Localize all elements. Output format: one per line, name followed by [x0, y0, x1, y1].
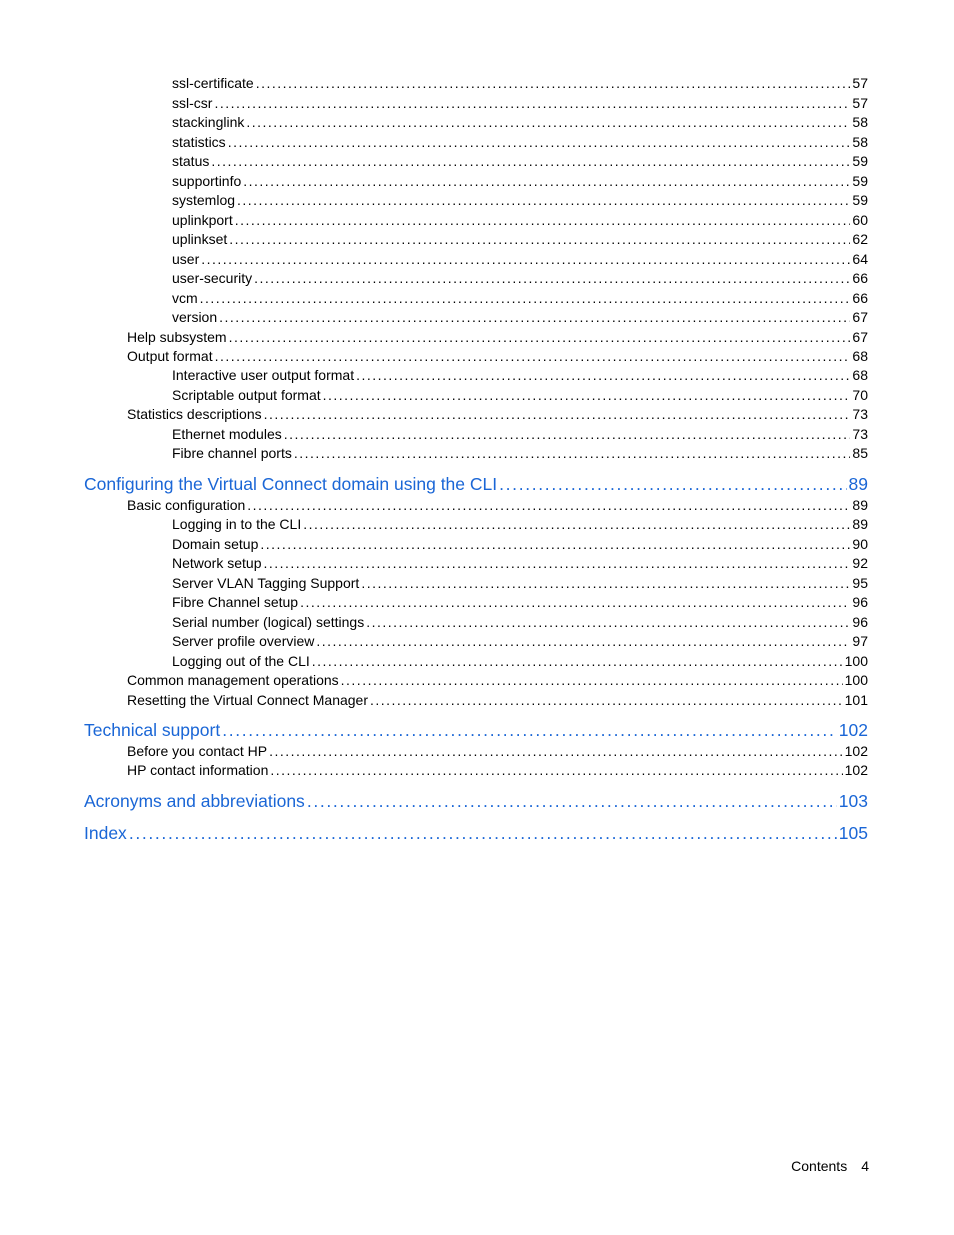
leader-dots: [260, 536, 850, 552]
leader-dots: [356, 367, 850, 383]
toc-entry[interactable]: [172, 653, 868, 673]
leader-dots: [341, 672, 843, 688]
toc-entry-page: 57: [852, 95, 868, 111]
toc-entry-page: 96: [852, 594, 868, 610]
toc-entry-page: 67: [852, 329, 868, 345]
toc-entry-label: Logging out of the CLI: [172, 653, 310, 669]
toc-entry-label: Interactive user output format: [172, 367, 355, 383]
footer-section-label: Contents: [791, 1158, 848, 1174]
toc-entry[interactable]: [172, 445, 868, 465]
toc-entry[interactable]: [127, 497, 868, 517]
toc-entry-label: Help subsystem: [127, 329, 227, 345]
toc-entry[interactable]: [172, 251, 868, 271]
toc-entry-label: Domain setup: [172, 536, 259, 552]
footer-page-number: 4: [861, 1158, 869, 1174]
toc-entry[interactable]: [172, 516, 868, 536]
toc-entry-page: 90: [852, 536, 868, 552]
leader-dots: [316, 633, 850, 649]
toc-entry-label: Server VLAN Tagging Support: [172, 575, 360, 591]
toc-entry-label: uplinkset: [172, 231, 228, 247]
leader-dots: [228, 134, 851, 150]
toc-entry-page: 101: [844, 692, 868, 708]
toc-entry-page: 64: [852, 251, 868, 267]
toc-entry-label: status: [172, 153, 210, 169]
toc-entry-label: Output format: [127, 348, 213, 364]
toc-entry[interactable]: [172, 614, 868, 634]
toc-chapter-label: Index: [84, 823, 127, 843]
leader-dots: [200, 290, 851, 306]
toc-entry-page: 89: [852, 516, 868, 532]
leader-dots: [219, 309, 850, 325]
toc-entry-label: vcm: [172, 290, 198, 306]
toc-chapter-label: Technical support: [84, 720, 221, 740]
toc-entry[interactable]: [172, 75, 868, 95]
leader-dots: [263, 555, 850, 571]
toc-entry-page: 102: [844, 762, 868, 778]
toc-entry[interactable]: [172, 367, 868, 387]
leader-dots: [246, 114, 850, 130]
toc-entry-label: Resetting the Virtual Connect Manager: [127, 692, 368, 708]
toc-entry[interactable]: [127, 762, 868, 782]
toc-entry[interactable]: [172, 555, 868, 575]
toc-chapter-page: 89: [848, 474, 868, 494]
toc-chapter-label: Configuring the Virtual Connect domain using the CLI: [84, 474, 498, 494]
toc-entry[interactable]: [172, 114, 868, 134]
leader-dots: [307, 791, 837, 812]
toc-entry[interactable]: [127, 406, 868, 426]
toc-entry[interactable]: [172, 575, 868, 595]
leader-dots: [214, 95, 850, 111]
leader-dots: [284, 426, 851, 442]
toc-entry-page: 60: [852, 212, 868, 228]
toc-entry-label: HP contact information: [127, 762, 269, 778]
toc-entry[interactable]: [172, 153, 868, 173]
leader-dots: [300, 594, 850, 610]
toc-entry-page: 92: [852, 555, 868, 571]
toc-chapter-page: 105: [838, 823, 868, 843]
leader-dots: [323, 387, 851, 403]
leader-dots: [294, 445, 851, 461]
leader-dots: [366, 614, 850, 630]
toc-entry[interactable]: [172, 212, 868, 232]
toc-entry-page: 73: [852, 426, 868, 442]
toc-entry[interactable]: [172, 426, 868, 446]
leader-dots: [129, 823, 837, 844]
toc-entry[interactable]: [127, 692, 868, 712]
leader-dots: [215, 348, 851, 364]
toc-entry[interactable]: [172, 290, 868, 310]
toc-entry-page: 58: [852, 134, 868, 150]
toc-entry-label: Statistics descriptions: [127, 406, 262, 422]
toc-entry[interactable]: [172, 192, 868, 212]
toc-entry-page: 85: [852, 445, 868, 461]
toc-entry-page: 57: [852, 75, 868, 91]
toc-entry-label: Fibre channel ports: [172, 445, 292, 461]
leader-dots: [499, 474, 846, 495]
leader-dots: [312, 653, 843, 669]
toc-entry[interactable]: [172, 387, 868, 407]
toc-entry-label: Network setup: [172, 555, 262, 571]
toc-entry[interactable]: [127, 672, 868, 692]
toc-chapter[interactable]: [84, 823, 868, 847]
toc-entry-page: 59: [852, 192, 868, 208]
toc-entry[interactable]: [172, 270, 868, 290]
leader-dots: [229, 329, 851, 345]
leader-dots: [270, 762, 842, 778]
toc-entry-page: 70: [852, 387, 868, 403]
toc-entry-label: Server profile overview: [172, 633, 315, 649]
leader-dots: [222, 720, 837, 741]
leader-dots: [201, 251, 850, 267]
toc-entry-page: 89: [852, 497, 868, 513]
toc-chapter-page: 103: [838, 791, 868, 811]
toc-entry-page: 68: [852, 367, 868, 383]
toc-entry-page: 102: [844, 743, 868, 759]
toc-entry[interactable]: [172, 536, 868, 556]
toc-entry-label: statistics: [172, 134, 226, 150]
leader-dots: [370, 692, 843, 708]
toc-entry-label: supportinfo: [172, 173, 242, 189]
toc-entry[interactable]: [172, 309, 868, 329]
toc-entry-label: user-security: [172, 270, 253, 286]
toc-entry[interactable]: [172, 633, 868, 653]
toc-entry-label: Fibre Channel setup: [172, 594, 299, 610]
toc-entry-page: 73: [852, 406, 868, 422]
toc-entry-label: uplinkport: [172, 212, 233, 228]
toc-chapter[interactable]: [84, 791, 868, 815]
toc-entry[interactable]: [172, 231, 868, 251]
leader-dots: [243, 173, 850, 189]
toc-entry-page: 62: [852, 231, 868, 247]
toc-entry-label: user: [172, 251, 200, 267]
toc-chapter-page: 102: [838, 720, 868, 740]
leader-dots: [269, 743, 843, 759]
toc-entry[interactable]: [127, 743, 868, 763]
leader-dots: [303, 516, 850, 532]
leader-dots: [361, 575, 850, 591]
toc-entry-label: Before you contact HP: [127, 743, 268, 759]
toc-entry-label: Serial number (logical) settings: [172, 614, 365, 630]
leader-dots: [256, 75, 851, 91]
toc-entry-page: 58: [852, 114, 868, 130]
toc-entry-page: 59: [852, 153, 868, 169]
toc-entry-page: 100: [844, 672, 868, 688]
toc-entry-label: ssl-certificate: [172, 75, 254, 91]
toc-entry-page: 100: [844, 653, 868, 669]
toc-entry-label: ssl-csr: [172, 95, 213, 111]
toc-entry-label: stackinglink: [172, 114, 245, 130]
toc-entry-label: version: [172, 309, 218, 325]
toc-entry-label: Common management operations: [127, 672, 339, 688]
toc-entry-page: 97: [852, 633, 868, 649]
toc-entry-page: 66: [852, 290, 868, 306]
toc-entry[interactable]: [172, 173, 868, 193]
toc-entry[interactable]: [127, 348, 868, 368]
toc-entry[interactable]: [172, 594, 868, 614]
leader-dots: [229, 231, 850, 247]
toc-entry-label: Scriptable output format: [172, 387, 321, 403]
toc-entry[interactable]: [172, 134, 868, 154]
toc-entry-page: 67: [852, 309, 868, 325]
toc-entry-label: Logging in to the CLI: [172, 516, 302, 532]
toc-entry-label: systemlog: [172, 192, 236, 208]
toc-entry-page: 59: [852, 173, 868, 189]
toc-entry[interactable]: [127, 329, 868, 349]
toc-entry-page: 66: [852, 270, 868, 286]
toc-entry-label: Ethernet modules: [172, 426, 282, 442]
toc-entry-page: 96: [852, 614, 868, 630]
toc-chapter[interactable]: [84, 474, 868, 498]
leader-dots: [264, 406, 851, 422]
toc-chapter[interactable]: [84, 720, 868, 744]
toc-entry-page: 95: [852, 575, 868, 591]
leader-dots: [235, 212, 851, 228]
toc-entry-label: Basic configuration: [127, 497, 246, 513]
toc-entry[interactable]: [172, 95, 868, 115]
toc-entry-page: 68: [852, 348, 868, 364]
leader-dots: [254, 270, 850, 286]
page-footer: [791, 1158, 869, 1174]
leader-dots: [237, 192, 850, 208]
leader-dots: [247, 497, 850, 513]
toc-chapter-label: Acronyms and abbreviations: [84, 791, 305, 811]
leader-dots: [211, 153, 850, 169]
